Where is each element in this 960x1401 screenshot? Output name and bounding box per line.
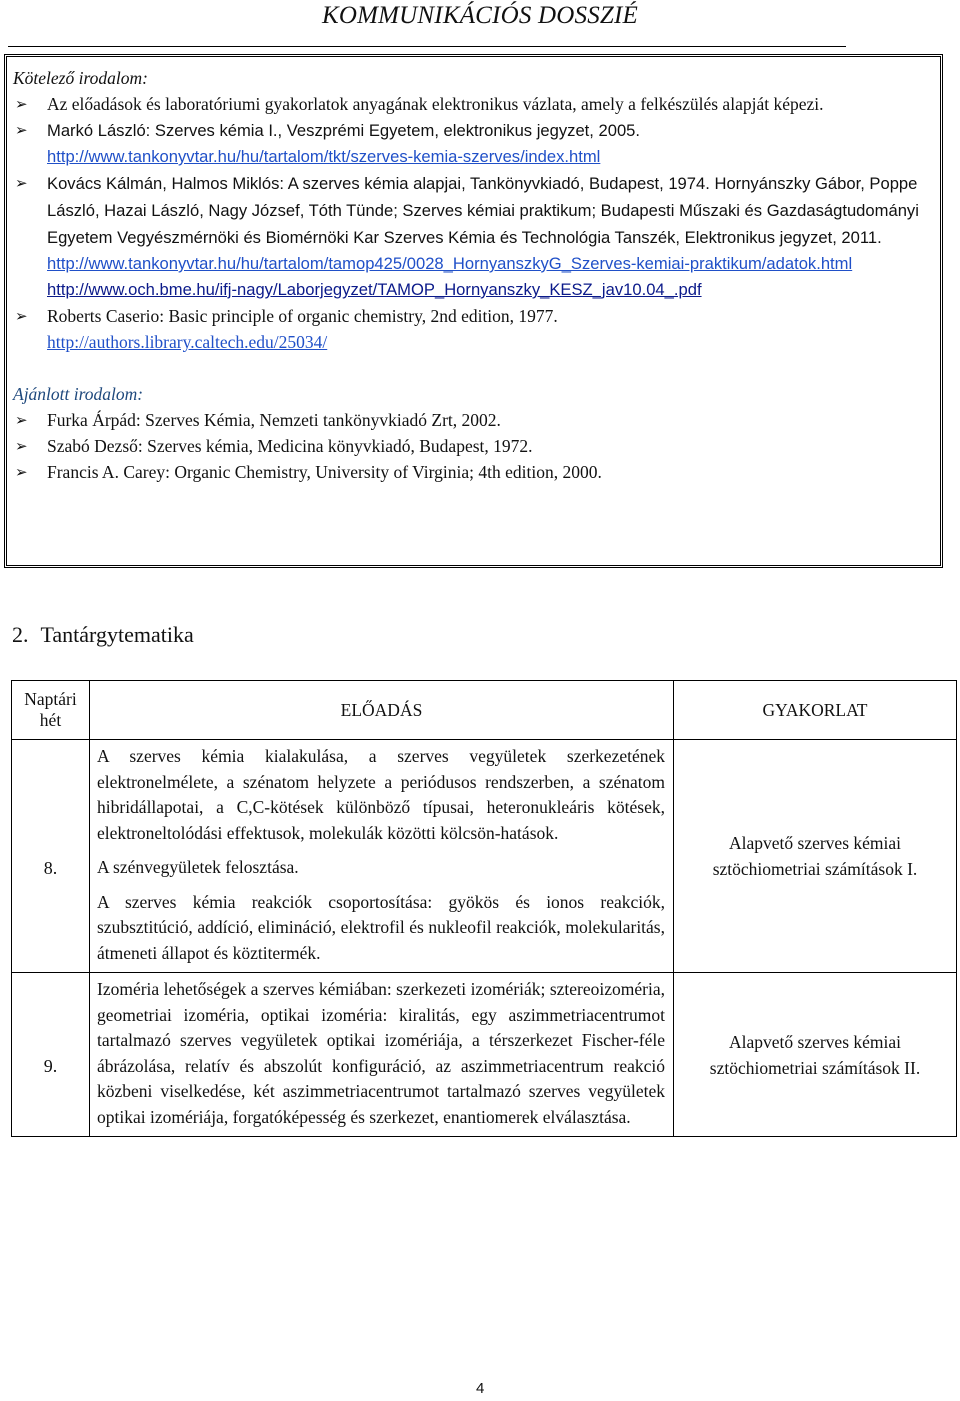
arrow-bullet-icon: ➢ bbox=[15, 307, 28, 325]
arrow-bullet-icon: ➢ bbox=[15, 411, 28, 429]
recommended-literature-list bbox=[13, 407, 930, 485]
table-row bbox=[12, 973, 957, 1137]
list-item bbox=[13, 303, 930, 355]
reference-link[interactable]: http://www.och.bme.hu/ifj-nagy/Laborjegyzet/TAMOP_Hornyanszky_KESZ_jav10.04_.pdf bbox=[47, 280, 702, 299]
lecture-paragraph: A szerves kémia kialakulása, a szerves vegyületek szerkezetének elektronelmélete, a szénatom helyzete a periódusos rendszerben, a szénatom hibridállapotai, a C,C-kötések különböző típusai, heteronukleáris kötések, elektroneltolódási effektusok, molekulák közötti kölcsön-hatások. bbox=[97, 746, 665, 843]
reference-link[interactable]: http://www.tankonyvtar.hu/hu/tartalom/tkt/szerves-kemia-szerves/index.html bbox=[47, 147, 601, 166]
list-item bbox=[13, 459, 930, 485]
reference-link[interactable]: http://authors.library.caltech.edu/25034/ bbox=[47, 332, 328, 352]
section-number: 2. bbox=[12, 622, 29, 647]
section-title-text: Tantárgytematika bbox=[40, 622, 194, 647]
reference-text: Markó László: Szerves kémia I., Veszprémi Egyetem, elektronikus jegyzet, 2005. bbox=[47, 121, 641, 140]
week-column-header: Naptári hét bbox=[12, 681, 90, 740]
lecture-column-header: ELŐADÁS bbox=[90, 681, 674, 740]
arrow-bullet-icon: ➢ bbox=[15, 95, 28, 113]
lecture-paragraph: A szénvegyületek felosztása. bbox=[97, 857, 299, 877]
practice-cell: Alapvető szerves kémiai sztöchiometriai számítások I. bbox=[674, 740, 957, 973]
header-title: KOMMUNIKÁCIÓS DOSSZIÉ bbox=[322, 2, 638, 29]
reference-text: Szabó Dezső: Szerves kémia, Medicina könyvkiadó, Budapest, 1972. bbox=[47, 436, 533, 456]
table-row bbox=[12, 740, 957, 973]
required-literature-heading: Kötelező irodalom: bbox=[13, 68, 148, 88]
list-item bbox=[13, 117, 930, 170]
list-item bbox=[13, 170, 930, 303]
lecture-cell bbox=[90, 740, 674, 973]
arrow-bullet-icon: ➢ bbox=[15, 437, 28, 455]
practice-column-header: GYAKORLAT bbox=[674, 681, 957, 740]
arrow-bullet-icon: ➢ bbox=[15, 174, 28, 192]
arrow-bullet-icon: ➢ bbox=[15, 463, 28, 481]
recommended-literature-heading: Ajánlott irodalom: bbox=[13, 384, 144, 404]
header-rule bbox=[8, 46, 846, 47]
reference-text: Roberts Caserio: Basic principle of organic chemistry, 2nd edition, 1977. bbox=[47, 306, 558, 326]
reference-text: Francis A. Carey: Organic Chemistry, University of Virginia; 4th edition, 2000. bbox=[47, 462, 602, 482]
week-number: 9. bbox=[43, 1056, 58, 1076]
literature-box bbox=[4, 54, 943, 568]
lecture-paragraph: A szerves kémia reakciók csoportosítása: gyökös és ionos reakciók, szubsztitúció, addíció, elimináció, elektrofil és nukleofil reakciók, molekularitás, átmeneti állapot és köztitermék. bbox=[97, 891, 665, 963]
syllabus-table bbox=[11, 680, 957, 1137]
table-header-row bbox=[12, 681, 957, 740]
week-number: 8. bbox=[43, 857, 58, 878]
practice-cell: Alapvető szerves kémiai sztöchiometriai számítások II. bbox=[674, 973, 957, 1137]
reference-text: Furka Árpád: Szerves Kémia, Nemzeti tankönyvkiadó Zrt, 2002. bbox=[47, 410, 501, 430]
week-cell bbox=[12, 740, 90, 973]
reference-text: Kovács Kálmán, Halmos Miklós: A szerves kémia alapjai, Tankönyvkiadó, Budapest, 1974. Hornyánszky Gábor, Poppe László, Hazai László, Nagy József, Tóth Tünde; Szerves kémiai praktikum; Budapesti Műszaki és Gazdaságtudományi Egyetem Vegyészmérnöki és Biomérnöki Kar Szerves Kémia és Technológia Tanszék, Elektronikus jegyzet, 2011. bbox=[47, 174, 919, 247]
week-cell bbox=[12, 973, 90, 1137]
page-number: 4 bbox=[476, 1380, 485, 1397]
lecture-paragraph: Izoméria lehetőségek a szerves kémiában: szerkezeti izomériák; sztereoizoméria, geometriai izoméria, optikai izoméria: kiralitás, egy aszimmetriacentrumot tartalmazó szerves vegyületek optikai izomériája, a térszerkezet Fischer-féle ábrázolása, relatív és abszolút konfiguráció, az aszimmetriacentrum reakció közbeni viselkedése, két aszimmetriacentrumot tartalmazó szerves vegyületek optikai izomériája, forgatóképesség és szerkezet, enantiomerek elválasztása. bbox=[97, 979, 665, 1127]
lecture-cell bbox=[90, 973, 674, 1137]
list-item bbox=[13, 433, 930, 459]
arrow-bullet-icon: ➢ bbox=[15, 121, 28, 139]
list-item bbox=[13, 91, 930, 117]
reference-link[interactable]: http://www.tankonyvtar.hu/hu/tartalom/tamop425/0028_HornyanszkyG_Szerves-kemiai-praktikum/adatok.html bbox=[47, 254, 853, 273]
reference-text: Az előadások és laboratóriumi gyakorlatok anyagának elektronikus vázlata, amely a felkészülés alapját képezi. bbox=[47, 94, 824, 114]
list-item bbox=[13, 407, 930, 433]
section-title bbox=[12, 622, 194, 648]
required-literature-list bbox=[13, 91, 930, 355]
